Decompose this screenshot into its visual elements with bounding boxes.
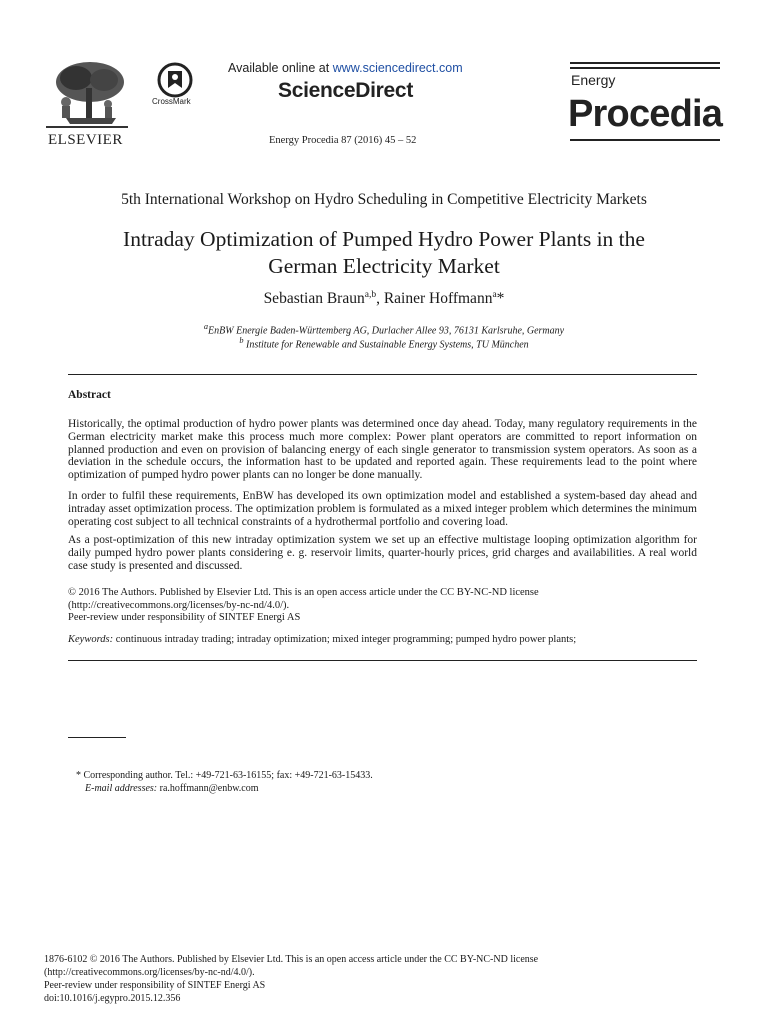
license-statement: © 2016 The Authors. Published by Elsevier Ltd. This is an open access article under the CC BY-NC-ND license (http://creativecommons.org/licenses/by-nc-nd/4.0/). Peer-review under responsibility of SINTEF Energi AS xyxy=(68,587,539,623)
abstract-paragraph: In order to fulfil these requirements, EnBW has developed its own optimization model and established a system-based day ahead and intraday asset optimization process. The optimization problem is formulated as a mixed integer problem which determines the minimum operating cost subject to all technical constraints of a hydrothermal portfolio and covering load. xyxy=(68,490,697,528)
footer-peer-review: Peer-review under responsibility of SINTEF Energi AS xyxy=(44,980,266,991)
license-link[interactable]: (http://creativecommons.org/licenses/by-nc-nd/4.0/). xyxy=(68,599,290,611)
abstract-heading: Abstract xyxy=(68,389,111,401)
author-affiliation-mark: a,b xyxy=(364,290,377,300)
paper-title-line-2: German Electricity Market xyxy=(268,254,500,278)
elsevier-tree-logo xyxy=(46,58,128,130)
procedia-rule-bottom xyxy=(570,139,720,141)
corresponding-author-note: * Corresponding author. Tel.: +49-721-63-16155; fax: +49-721-63-15433. xyxy=(76,770,373,781)
author-list: Sebastian Braun$^{a,b}$, Rainer Hoffmann$^a$* xyxy=(263,290,505,308)
procedia-rule-second xyxy=(570,67,720,69)
paper-title-line-1: Intraday Optimization of Pumped Hydro Power Plants in the xyxy=(123,227,645,251)
abstract-bottom-rule xyxy=(68,660,697,661)
conference-name: 5th International Workshop on Hydro Scheduling in Competitive Electricity Markets xyxy=(121,191,647,208)
sciencedirect-logo: ScienceDirect xyxy=(278,79,414,102)
sciencedirect-link[interactable]: www.sciencedirect.com xyxy=(332,61,463,75)
affiliation-a: $^a$EnBW Energie Baden-Württemberg AG, Durlacher Allee 93, 76131 Karlsruhe, Germany xyxy=(203,322,565,337)
author-name: Rainer Hoffmann xyxy=(383,290,493,308)
journal-name-large: Procedia xyxy=(568,93,723,135)
footer-copyright: 1876-6102 © 2016 The Authors. Published by Elsevier Ltd. This is an open access article under the CC BY-NC-ND license xyxy=(44,954,539,965)
corresponding-author-mark: * xyxy=(496,290,505,308)
keywords-list: continuous intraday trading; intraday optimization; mixed integer programming; pumped hydro power plants; xyxy=(113,634,577,645)
email-link[interactable]: ra.hoffmann@enbw.com xyxy=(157,783,259,794)
journal-name-small: Energy xyxy=(571,72,616,88)
keywords-label: Keywords: xyxy=(68,634,114,645)
footnote-rule xyxy=(68,737,126,738)
footer-doi[interactable]: doi:10.1016/j.egypro.2015.12.356 xyxy=(44,993,181,1004)
abstract-top-rule xyxy=(68,374,697,375)
journal-citation: Energy Procedia 87 (2016) 45 – 52 xyxy=(269,135,417,146)
paper-title xyxy=(0,226,768,280)
email-note: E-mail addresses: ra.hoffmann@enbw.com xyxy=(85,783,259,794)
keywords xyxy=(68,634,576,647)
crossmark-label: CrossMark xyxy=(152,97,191,106)
footer-license-link[interactable]: (http://creativecommons.org/licenses/by-nc-nd/4.0/). xyxy=(44,967,255,978)
procedia-rule-top xyxy=(570,62,720,64)
available-online-text: Available online at www.sciencedirect.com xyxy=(228,61,463,75)
publisher-wordmark: ELSEVIER xyxy=(48,132,123,148)
author-name: Sebastian Braun xyxy=(263,290,365,308)
affiliation-b: $^b$ Institute for Renewable and Sustainable Energy Systems, TU München xyxy=(239,336,529,351)
crossmark-icon[interactable] xyxy=(157,62,193,98)
abstract-paragraph: As a post-optimization of this new intraday optimization system we set up an effective multistage looping optimization algorithm for daily pumped hydro power plants considering e. g. reservoir limits, quarter-hourly prices, grid charges and availabilities. A real world case study is presented and discussed. xyxy=(68,534,697,572)
abstract-paragraph: Historically, the optimal production of hydro power plants was determined once day ahead. Today, many regulatory requirements in the German electricity market make this process much more complex: Power plant operators are committed to report information on planned production and even on provision of balancing energy of each single generator to transmission system operators. As soon as a deviation in the schedule occurs, the information hast to be updated and reported again. These requirements lead to the point where optimization of pumped hydro power plants can no longer be done manually. xyxy=(68,418,697,482)
author-affiliation-mark: a xyxy=(492,290,497,300)
